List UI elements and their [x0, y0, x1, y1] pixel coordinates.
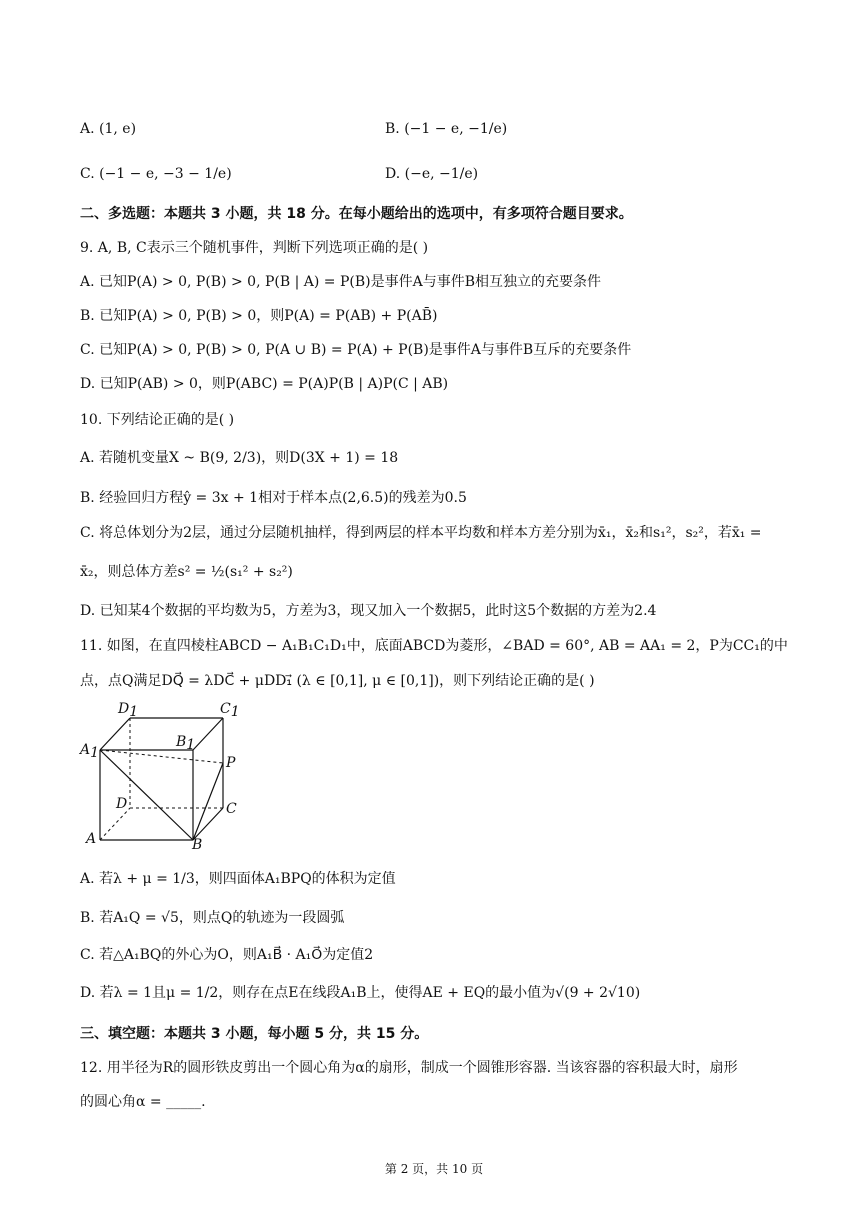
segment-a1-b — [100, 750, 193, 840]
q9-option-a: A. 已知P(A) > 0, P(B) > 0, P(B | A) = P(B)是事件A与事件B相互独立的充要条件 — [80, 274, 601, 290]
label-b1: B1 — [176, 734, 196, 753]
q10-option-b: B. 经验回归方程ŷ = 3x + 1相对于样本点(2,6.5)的残差为0.5 — [80, 490, 467, 506]
q11-stem-line1: 11. 如图，在直四棱柱ABCD − A₁B₁C₁D₁中，底面ABCD为菱形，∠BAD = 60°, AB = AA₁ = 2，P为CC₁的中 — [80, 638, 788, 654]
label-c1: C1 — [220, 701, 240, 720]
q10-option-c-line2: x̄₂，则总体方差s² = ½(s₁² + s₂²) — [80, 564, 293, 580]
label-a1: A1 — [80, 742, 100, 761]
page-footer: 第 2 页，共 10 页 — [384, 1162, 484, 1176]
q10-stem: 10. 下列结论正确的是( ) — [80, 412, 235, 428]
q9-option-d: D. 已知P(AB) > 0，则P(ABC) = P(A)P(B | A)P(C | AB) — [80, 376, 449, 392]
label-a: A — [86, 831, 97, 847]
hidden-edge-a-d — [100, 808, 130, 840]
label-b: B — [192, 837, 203, 850]
section-heading-fill-in: 三、填空题：本题共 3 小题，每小题 5 分，共 15 分。 — [80, 1026, 429, 1042]
segment-b-p — [193, 763, 223, 840]
edge-c1-b1 — [193, 718, 223, 750]
q10-option-c-line1: C. 将总体划分为2层，通过分层随机抽样，得到两层的样本平均数和样本方差分别为x̄₁，x̄₂和s₁²，s₂²，若x̄₁ = — [80, 525, 762, 541]
q8-option-c: C. (−1 − e, −3 − 1/e) — [80, 166, 232, 182]
q11-option-a: A. 若λ + μ = 1/3，则四面体A₁BPQ的体积为定值 — [80, 871, 396, 887]
edge-b-c — [193, 808, 223, 840]
edge-a1-d1 — [100, 718, 130, 750]
label-p: P — [226, 755, 236, 771]
q9-stem: 9. A, B, C表示三个随机事件，判断下列选项正确的是( ) — [80, 240, 429, 256]
q8-option-a: A. (1, e) — [80, 121, 137, 137]
q11-option-d: D. 若λ = 1且μ = 1/2，则存在点E在线段A₁B上，使得AE + EQ的最小值为√(9 + 2√10) — [80, 985, 641, 1001]
q8-option-d: D. (−e, −1/e) — [385, 166, 479, 182]
q12-line1: 12. 用半径为R的圆形铁皮剪出一个圆心角为α的扇形，制成一个圆锥形容器. 当该容器的容积最大时，扇形 — [80, 1060, 738, 1076]
section-heading-multi-choice: 二、多选题：本题共 3 小题，共 18 分。在每小题给出的选项中，有多项符合题目要求。 — [80, 206, 633, 222]
q11-option-c: C. 若△A₁BQ的外心为O，则A₁B⃗ · A₁O⃗为定值2 — [80, 947, 374, 963]
label-d: D — [116, 796, 128, 812]
q11-stem-line2: 点，点Q满足DQ⃗ = λDC⃗ + μDD₁⃗ (λ ∈ [0,1], μ ∈ [0,1])，则下列结论正确的是( ) — [80, 673, 595, 689]
q9-option-c: C. 已知P(A) > 0, P(B) > 0, P(A ∪ B) = P(A) + P(B)是事件A与事件B互斥的充要条件 — [80, 342, 632, 358]
q10-option-d: D. 已知某4个数据的平均数为5，方差为3，现又加入一个数据5，此时这5个数据的方差为2.4 — [80, 603, 657, 619]
prism-figure — [78, 700, 248, 850]
label-c: C — [226, 801, 237, 817]
hidden-segment-a1-p — [100, 750, 223, 763]
q11-option-b: B. 若A₁Q = √5，则点Q的轨迹为一段圆弧 — [80, 910, 345, 926]
q9-option-b: B. 已知P(A) > 0, P(B) > 0，则P(A) = P(AB) + P(AB̄) — [80, 308, 438, 324]
label-d1: D1 — [118, 701, 139, 720]
q10-option-a: A. 若随机变量X ~ B(9, 2/3)，则D(3X + 1) = 18 — [80, 450, 399, 466]
q12-line2: 的圆心角α = _____. — [80, 1094, 206, 1110]
q8-option-b: B. (−1 − e, −1/e) — [385, 121, 508, 137]
